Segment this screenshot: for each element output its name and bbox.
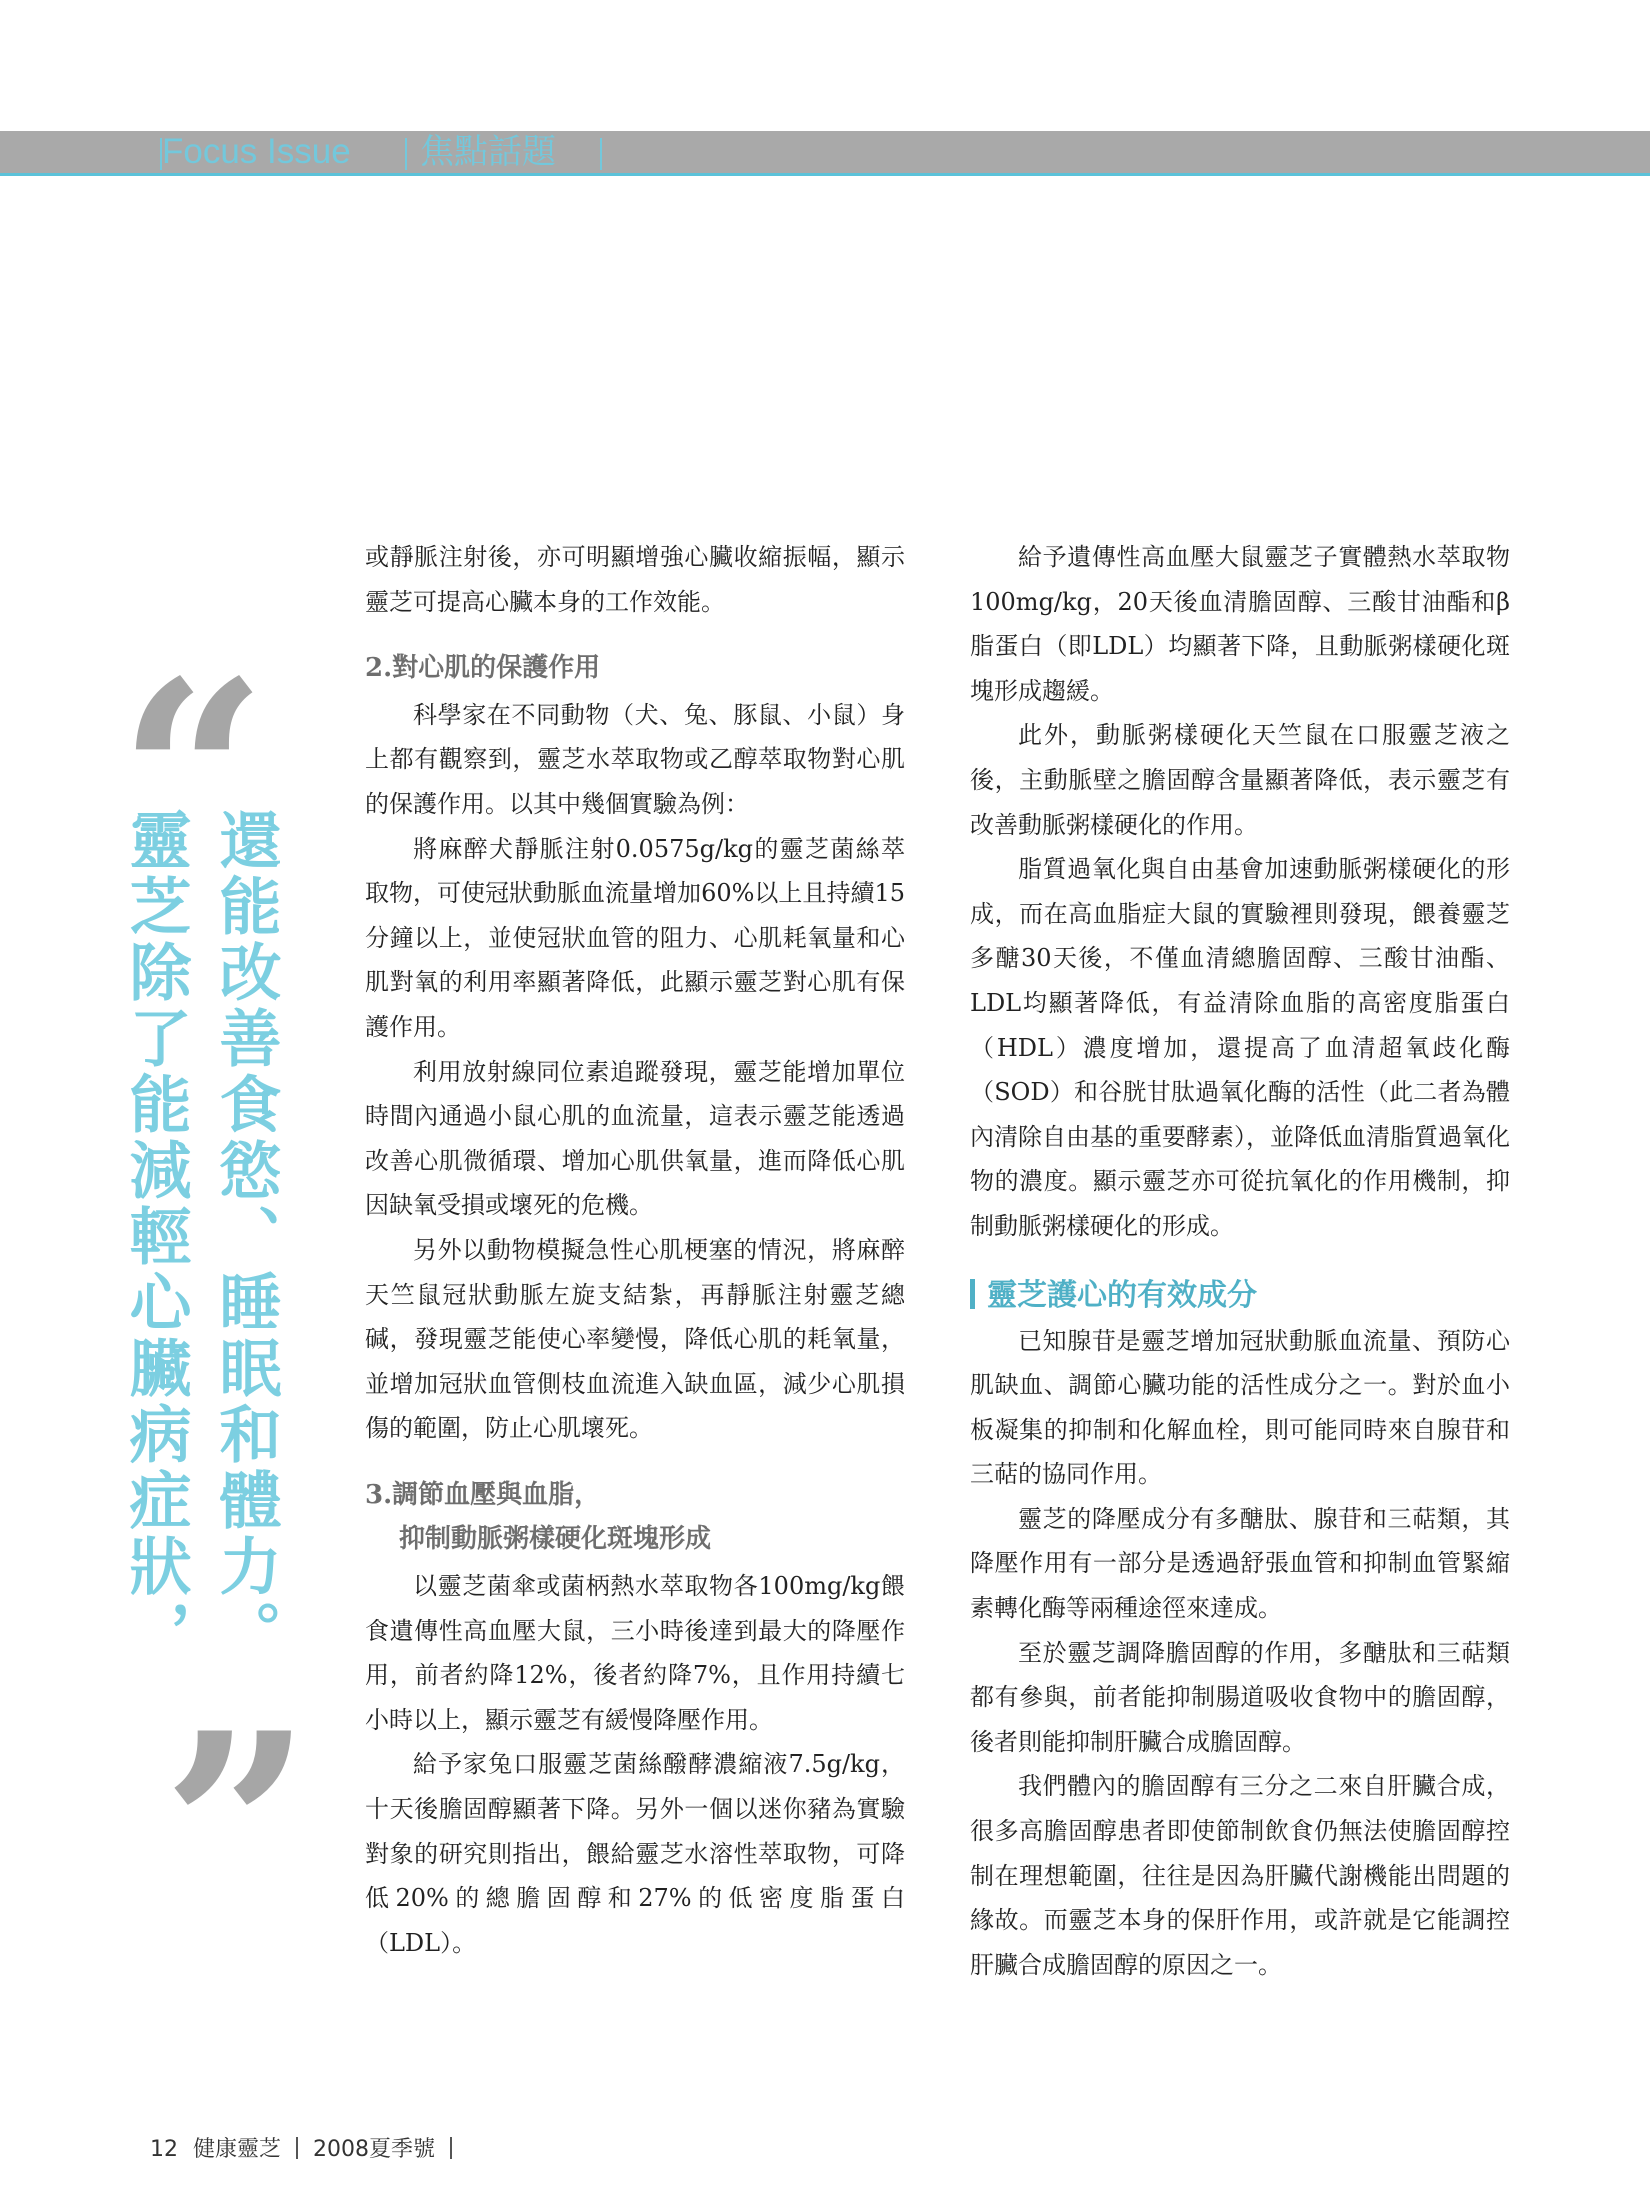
section-label-zh: 焦點話題: [420, 132, 556, 172]
header-divider: [405, 138, 407, 170]
section-heading-line: 3.調節血壓與血脂，: [365, 1479, 601, 1510]
subheading: [970, 1273, 1510, 1319]
paragraph: 至於靈芝調降膽固醇的作用，多醣肽和三萜類都有參與，前者能抑制腸道吸收食物中的膽固醇，後者則能抑制肝臟合成膽固醇。: [970, 1638, 1510, 1756]
paragraph: 以靈芝菌傘或菌柄熱水萃取物各100mg/kg餵食遺傳性高血壓大鼠，三小時後達到最大的降壓作用，前者約降12%，後者約降7%，且作用持續七小時以上，顯示靈芝有緩慢降壓作用。: [365, 1572, 905, 1734]
page-footer: [150, 2132, 460, 2163]
footer-divider: [450, 2137, 452, 2159]
paragraph: 已知腺苷是靈芝增加冠狀動脈血流量、預防心肌缺血、調節心臟功能的活性成分之一。對於血小板凝集的抑制和化解血栓，則可能同時來自腺苷和三萜的協同作用。: [970, 1326, 1510, 1489]
paragraph: 此外，動脈粥樣硬化天竺鼠在口服靈芝液之後，主動脈壁之膽固醇含量顯著降低，表示靈芝有改善動脈粥樣硬化的作用。: [970, 721, 1510, 839]
section-heading: [365, 1473, 905, 1562]
subheading-text: 靈芝護心的有效成分: [987, 1277, 1257, 1313]
paragraph: 利用放射線同位素追蹤發現，靈芝能增加單位時間內通過小鼠心肌的血流量，這表示靈芝能透過改善心肌微循環、增加心肌供氧量，進而降低心肌因缺氧受損或壞死的危機。: [365, 1057, 905, 1220]
footer-divider: [296, 2137, 298, 2159]
right-column: [970, 535, 1510, 1987]
pull-quote-line-2: 還能改善食慾、睡眠和體力。: [209, 808, 282, 1666]
paragraph: 靈芝的降壓成分有多醣肽、腺苷和三萜類，其降壓作用有一部分是透過舒張血管和抑制血管緊縮素轉化酶等兩種途徑來達成。: [970, 1504, 1510, 1623]
magazine-title: 健康靈芝: [193, 2137, 282, 2162]
paragraph: 另外以動物模擬急性心肌梗塞的情況，將麻醉天竺鼠冠狀動脈左旋支結紮，再靜脈注射靈芝總碱，發現靈芝能使心率變慢，降低心肌的耗氧量，並增加冠狀血管側枝血流進入缺血區，減少心肌損傷的範圍，防止心肌壞死。: [365, 1235, 905, 1443]
paragraph: 科學家在不同動物（犬、兔、豚鼠、小鼠）身上都有觀察到，靈芝水萃取物或乙醇萃取物對心肌的保護作用。以其中幾個實驗為例：: [365, 700, 905, 818]
issue-label: 2008夏季號: [313, 2137, 436, 2162]
section-label-en: Focus Issue: [162, 132, 351, 171]
paragraph: 脂質過氧化與自由基會加速動脈粥樣硬化的形成，而在高血脂症大鼠的實驗裡則發現，餵養靈芝多醣30天後，不僅血清總膽固醇、三酸甘油酯、LDL均顯著降低，有益清除血脂的高密度脂蛋白（HDL）濃度增加，還提高了血清超氧歧化酶（SOD）和谷胱甘肽過氧化酶的活性（此二者為體內清除自由基的重要酵素），並降低血清脂質過氧化物的濃度。顯示靈芝亦可從抗氧化的作用機制，抑制動脈粥樣硬化的形成。: [970, 855, 1510, 1240]
paragraph: 或靜脈注射後，亦可明顯增強心臟收縮振幅，顯示靈芝可提高心臟本身的工作效能。: [365, 543, 905, 616]
quote-close-mark: ”: [162, 1677, 312, 1982]
left-column: [365, 535, 905, 1965]
subheading-bar: [970, 1279, 975, 1309]
section-heading-line: 抑制動脈粥樣硬化斑塊形成: [399, 1524, 712, 1555]
paragraph: 給予遺傳性高血壓大鼠靈芝子實體熱水萃取物100mg/kg，20天後血清膽固醇、三酸甘油酯和β脂蛋白（即LDL）均顯著下降，且動脈粥樣硬化斑塊形成趨緩。: [970, 543, 1510, 705]
paragraph: 我們體內的膽固醇有三分之二來自肝臟合成，很多高膽固醇患者即使節制飲食仍無法使膽固醇控制在理想範圍，往往是因為肝臟代謝機能出問題的緣故。而靈芝本身的保肝作用，或許就是它能調控肝臟合成膽固醇的原因之一。: [970, 1772, 1510, 1979]
pull-quote-line-1: 靈芝除了能減輕心臟病症狀，: [119, 808, 192, 1666]
paragraph: 將麻醉犬靜脈注射0.0575g/kg的靈芝菌絲萃取物，可使冠狀動脈血流量增加60%以上且持續15分鐘以上，並使冠狀血管的阻力、心肌耗氧量和心肌對氧的利用率顯著降低，此顯示靈芝對心肌有保護作用。: [365, 834, 905, 1041]
paragraph: 給予家兔口服靈芝菌絲醱酵濃縮液7.5g/kg，十天後膽固醇顯著下降。另外一個以迷你豬為實驗對象的研究則指出，餵給靈芝水溶性萃取物，可降低20%的總膽固醇和27%的低密度脂蛋白（LDL）。: [365, 1750, 905, 1957]
header-divider: [600, 138, 602, 170]
quote-open-mark: “: [118, 625, 268, 930]
section-heading: 2.對心肌的保護作用: [365, 653, 601, 684]
page-number: 12: [150, 2137, 178, 2162]
